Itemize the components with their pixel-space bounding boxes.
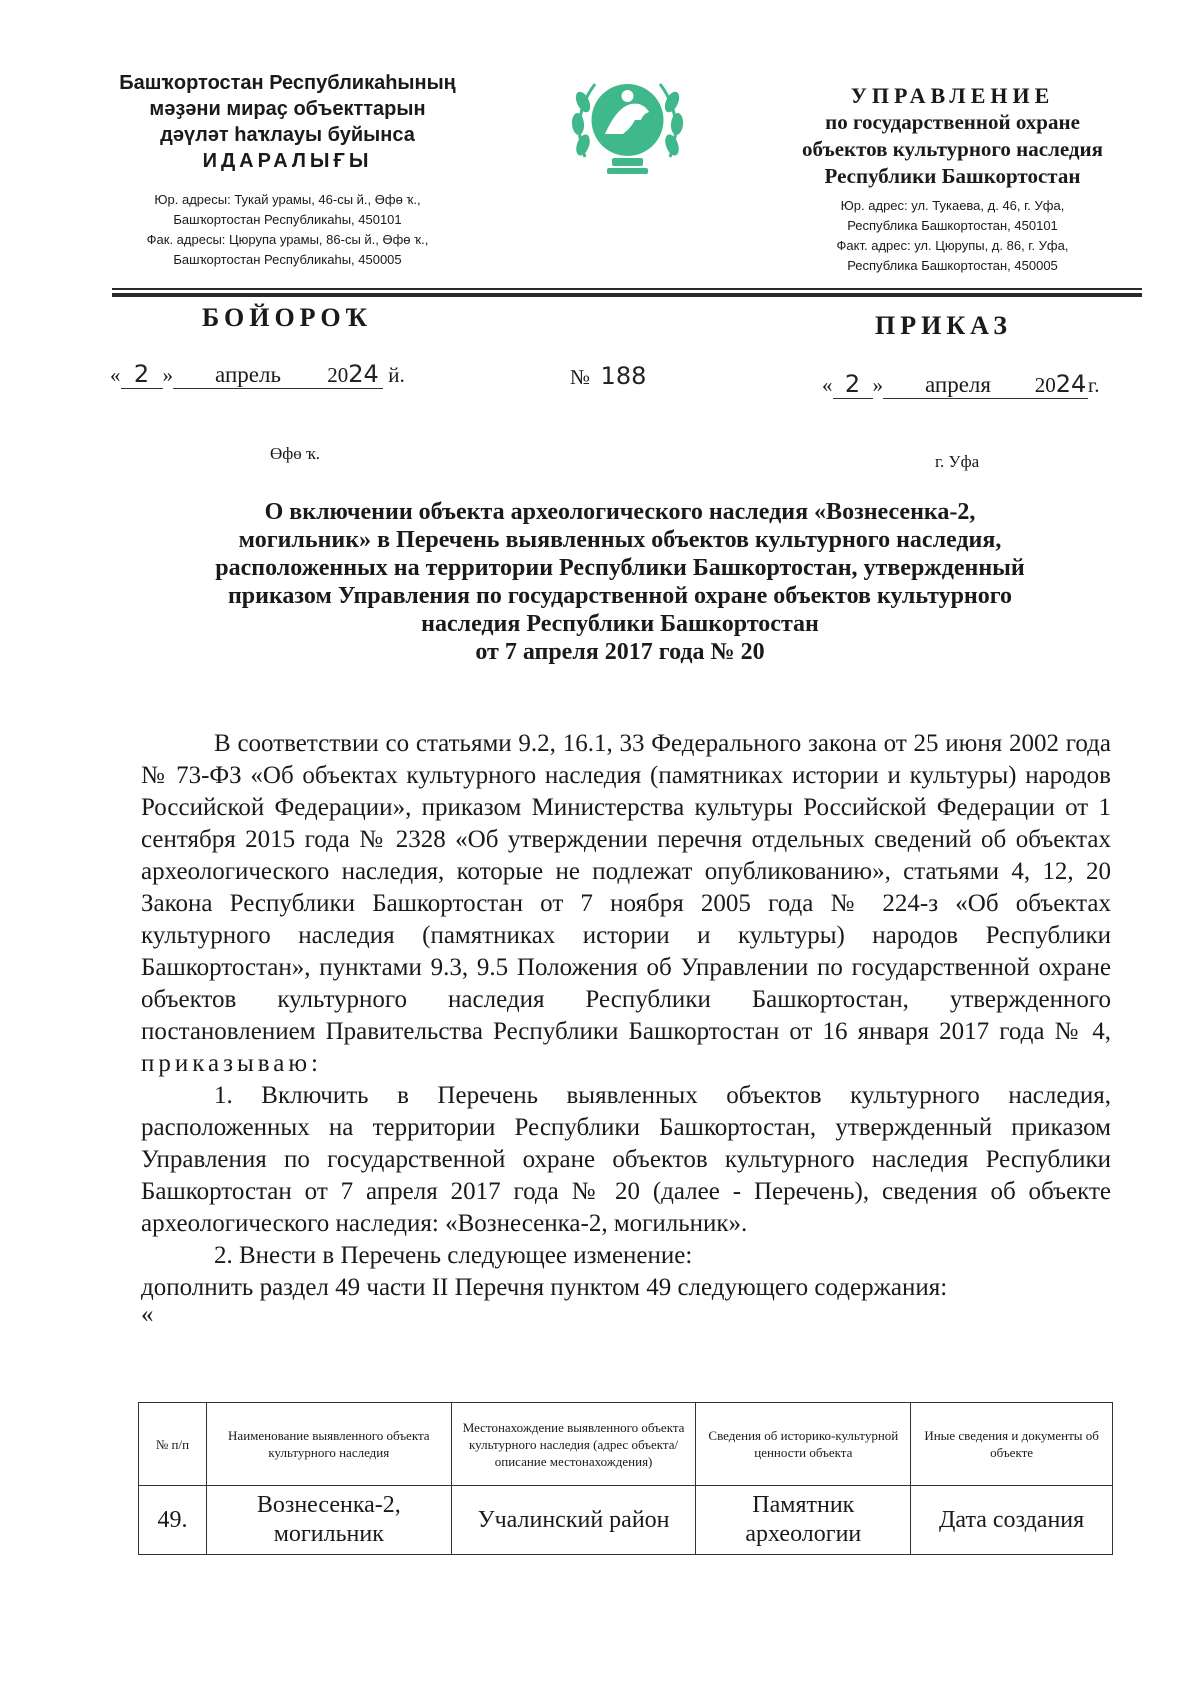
header-right-org (785, 82, 1120, 190)
header-left-line-1: Башҡортостан Республикаһының (119, 72, 456, 94)
quote-close: » (162, 363, 173, 387)
subject-line: приказом Управления по государственной охране объектов культурного (227, 583, 1013, 609)
table-cell: Вознесенка-2, могильник (206, 1486, 451, 1555)
table-header-cell: Иные сведения и документы об объекте (911, 1403, 1113, 1486)
order-number (570, 362, 646, 390)
date-left (110, 360, 405, 389)
date-left-suffix: й. (388, 363, 405, 387)
city-russian: г. Уфа (935, 452, 980, 471)
subject-line: расположенных на территории Республики Башкортостан, утвержденный (215, 555, 1025, 581)
address-line: Юр. адрес: ул. Тукаева, д. 46, г. Уфа, (840, 198, 1065, 213)
order-subject (140, 498, 1100, 666)
header-right-line-2: объектов культурного наследия (801, 137, 1104, 161)
address-line: Башҡортостан Республикаһы, 450005 (173, 252, 402, 267)
table-cell: 49. (139, 1486, 207, 1555)
subject-line: О включении объекта археологического наследия «Вознесенка-2, (264, 499, 976, 525)
date-left-day: 2 (121, 360, 163, 389)
date-right-year: 24 (1055, 370, 1087, 398)
header-left-org (95, 70, 480, 174)
register-table (138, 1402, 1113, 1555)
header-right-line-3: Республики Башкортостан (824, 164, 1081, 188)
address-line: Фак. адресы: Цюрупа урамы, 86-сы й., Өфө ҡ., (146, 232, 429, 247)
address-line: Республика Башкортостан, 450101 (847, 218, 1058, 233)
body-quote-open: « (141, 1301, 154, 1328)
quote-open: « (110, 363, 121, 387)
body-paragraph-4: дополнить раздел 49 части II Перечня пунктом 49 следующего содержания: (141, 1274, 948, 1301)
date-right-year-prefix: 20 (1034, 373, 1056, 397)
header-divider-thin (112, 288, 1142, 290)
order-body (141, 728, 1111, 1326)
table-row (139, 1486, 1113, 1555)
date-left-month: апрель (173, 362, 323, 389)
city-bashkir: Өфө ҡ. (270, 444, 321, 463)
table-header-cell: Наименование выявленного объекта культурного наследия (206, 1403, 451, 1486)
body-paragraph-2: 1. Включить в Перечень выявленных объектов культурного наследия, расположенных на территории Республики Башкортостан, утвержденный приказом Управления по государственной охране объектов культурного наследия Республики Башкортостан от 7 апреля 2017 года № 20 (далее - Перечень), сведения об объекте археологического наследия: «Вознесенка-2, могильник». (141, 1082, 1111, 1237)
header-divider-thick (112, 293, 1142, 297)
table-header-row (139, 1403, 1113, 1486)
header-left-line-2: мәҙәни мираҫ объекттарын (149, 98, 426, 120)
address-line: Башҡортостан Республикаһы, 450101 (173, 212, 402, 227)
header-right-org-word: УПРАВЛЕНИЕ (850, 83, 1055, 108)
header-left-address (95, 190, 480, 270)
table-header-cell: Сведения об историко-культурной ценности объекта (696, 1403, 911, 1486)
table-header-cell: Местонахождение выявленного объекта культурного наследия (адрес объекта/описание местонахождения) (451, 1403, 696, 1486)
quote-open: « (822, 373, 833, 397)
subject-line: наследия Республики Башкортостан (421, 611, 819, 637)
date-right-suffix: г. (1088, 373, 1100, 397)
date-right (822, 370, 1100, 399)
doc-title-bashkir: БОЙОРОҠ (202, 303, 373, 332)
bashkortostan-emblem-icon (565, 62, 690, 182)
date-right-month: апреля (883, 372, 1033, 399)
subject-line: могильник» в Перечень выявленных объектов культурного наследия, (238, 527, 1002, 553)
number-label: № (570, 365, 591, 389)
quote-close: » (872, 373, 883, 397)
date-left-year-prefix: 20 (327, 363, 349, 387)
date-right-day: 2 (833, 370, 873, 399)
body-paragraph-3: 2. Внести в Перечень следующее изменение: (214, 1242, 693, 1269)
body-paragraph-1 (141, 728, 1111, 1080)
header-left-org-word: ИДАРАЛЫҒЫ (202, 150, 373, 172)
header-right-address (790, 196, 1115, 276)
table-cell: Учалинский район (451, 1486, 696, 1555)
subject-line: от 7 апреля 2017 года № 20 (475, 639, 765, 665)
table-cell: Дата создания (911, 1486, 1113, 1555)
header-right-line-1: по государственной охране (825, 110, 1080, 134)
address-line: Факт. адрес: ул. Цюрупы, д. 86, г. Уфа, (836, 238, 1069, 253)
header-left-line-3: дәүләт һаҡлауы буйынса (160, 124, 415, 146)
address-line: Республика Башкортостан, 450005 (847, 258, 1058, 273)
address-line: Юр. адресы: Тукай урамы, 46-сы й., Өфө ҡ., (154, 192, 421, 207)
table-cell: Памятник археологии (696, 1486, 911, 1555)
doc-title-russian: ПРИКАЗ (875, 311, 1013, 340)
table-header-cell: № п/п (139, 1403, 207, 1486)
date-left-year: 24 (348, 360, 379, 388)
number-value: 188 (600, 362, 647, 390)
order-word: приказываю: (141, 1050, 322, 1077)
body-paragraph-1-text: В соответствии со статьями 9.2, 16.1, 33 Федерального закона от 25 июня 2002 года № 73-ФЗ «Об объектах культурного наследия (памятниках истории и культуры) народов Российской Федерации», приказом Министерства культуры Российской Федерации от 1 сентября 2015 года № 2328 «Об утверждении перечня отдельных сведений об объектах археологического наследия, которые не подлежат опубликованию», статьями 4, 12, 20 Закона Республики Башкортостан от 7 ноября 2005 года № 224-з «Об объектах культурного наследия (памятниках истории и культуры) народов Республики Башкортостан», пунктами 9.3, 9.5 Положения об Управлении по государственной охране объектов культурного наследия Республики Башкортостан, утвержденного постановлением Правительства Республики Башкортостан от 16 января 2017 года № 4, (141, 730, 1111, 1045)
